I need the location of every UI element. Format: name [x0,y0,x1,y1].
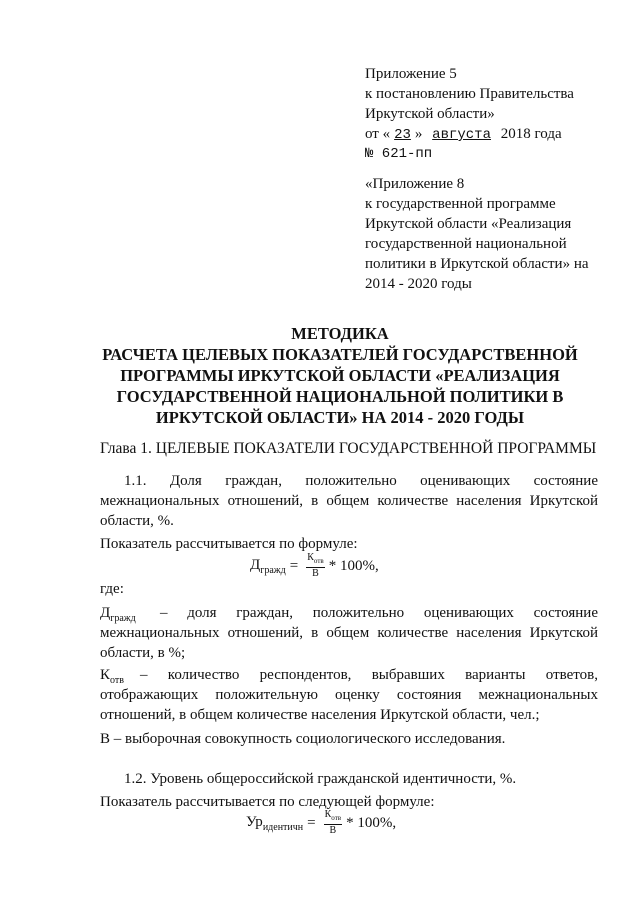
formula2-numerator: $К_{отв}$ [324,810,342,825]
formula2-tail: * 100%, [346,814,397,831]
appendix8-line-5: политики в Иркутской области» на [365,256,589,272]
formula1-fraction [306,553,324,579]
where-label: где: [100,581,124,597]
appendix8-line-6: 2014 - 2020 годы [365,276,472,292]
p11-line-3: области, %. [100,513,174,529]
appendix8-line-1: «Приложение 8 [365,176,465,192]
doc-title-line-4: ГОСУДАРСТВЕННОЙ НАЦИОНАЛЬНОЙ ПОЛИТИКИ В [116,387,564,406]
def1-text: – доля граждан, положительно оценивающих состояние [160,605,598,621]
appendix8-line-4: государственной национальной [365,236,567,252]
appendix-line-1: Приложение 5 [365,66,457,82]
formula1-eq: = [289,557,299,574]
def2-text: – количество респондентов, выбравших варианты ответов, [140,667,598,683]
doc-title-line-5: ИРКУТСКОЙ ОБЛАСТИ» НА 2014 - 2020 ГОДЫ [155,408,525,427]
formula-1 [250,553,379,579]
date-month: августа [432,127,491,143]
formula2-eq: = [307,814,316,831]
p12-line: 1.2. Уровень общероссийской гражданской идентичности, %. [124,771,517,787]
appendix-line-2: к постановлению Правительства [365,86,574,102]
date-day: 23 [394,127,411,143]
def3-line: В – выборочная совокупность социологического исследования. [100,731,506,747]
appendix8-line-2: к государственной программе [365,196,556,212]
def2-line-3: отношений, в общем количестве населения Иркутской области, чел.; [100,707,540,723]
p11-line-2: межнациональных отношений, в общем количестве населения Иркутской [100,493,598,509]
calc-text-2: Показатель рассчитывается по следующей формуле: [100,794,435,810]
date-prefix: от « [365,126,391,142]
appendix8-line-3: Иркутской области «Реализация [365,216,572,232]
chapter-heading: Глава 1. ЦЕЛЕВЫЕ ПОКАЗАТЕЛИ ГОСУДАРСТВЕННОЙ ПРОГРАММЫ [100,440,597,457]
formula1-lhs: $Д_{гражд}$ [250,556,286,576]
calc-text-1: Показатель рассчитывается по формуле: [100,536,358,552]
formula1-denominator: В [312,568,319,579]
def2-line-2: отображающих положительную оценку состояния межнациональных [100,687,598,703]
p11-line-1-text: 1.1. Доля граждан, положительно оценивающих состояние [124,473,598,489]
def1-line-3: области, в %; [100,645,186,661]
doc-title-line-3: ПРОГРАММЫ ИРКУТСКОЙ ОБЛАСТИ «РЕАЛИЗАЦИЯ [120,366,560,385]
formula2-denominator: В [329,825,337,836]
date-mid: » [414,126,423,142]
doc-title-line-1: МЕТОДИКА [291,324,389,343]
formula-2 [246,810,396,836]
def2-symbol: $К_{отв}$ [100,667,124,686]
formula1-numerator: $К_{отв}$ [306,553,324,568]
appendix-date [365,126,562,143]
def1-line-1 [100,605,598,624]
date-year: 2018 года [500,126,562,142]
formula2-fraction [324,810,342,836]
formula1-tail: * 100%, [328,557,379,574]
p11-line-1 [124,473,598,490]
def1-line-2: межнациональных отношений, в общем количестве населения Иркутской [100,625,598,641]
formula2-lhs: $Ур_{идентичн}$ [246,813,304,833]
def2-line-1 [100,667,598,686]
decree-number: № 621-пп [365,146,433,162]
doc-title-line-2: РАСЧЕТА ЦЕЛЕВЫХ ПОКАЗАТЕЛЕЙ ГОСУДАРСТВЕННОЙ [102,345,578,364]
def1-symbol: $Д_{гражд}$ [100,605,136,624]
appendix-line-3: Иркутской области» [365,106,495,122]
